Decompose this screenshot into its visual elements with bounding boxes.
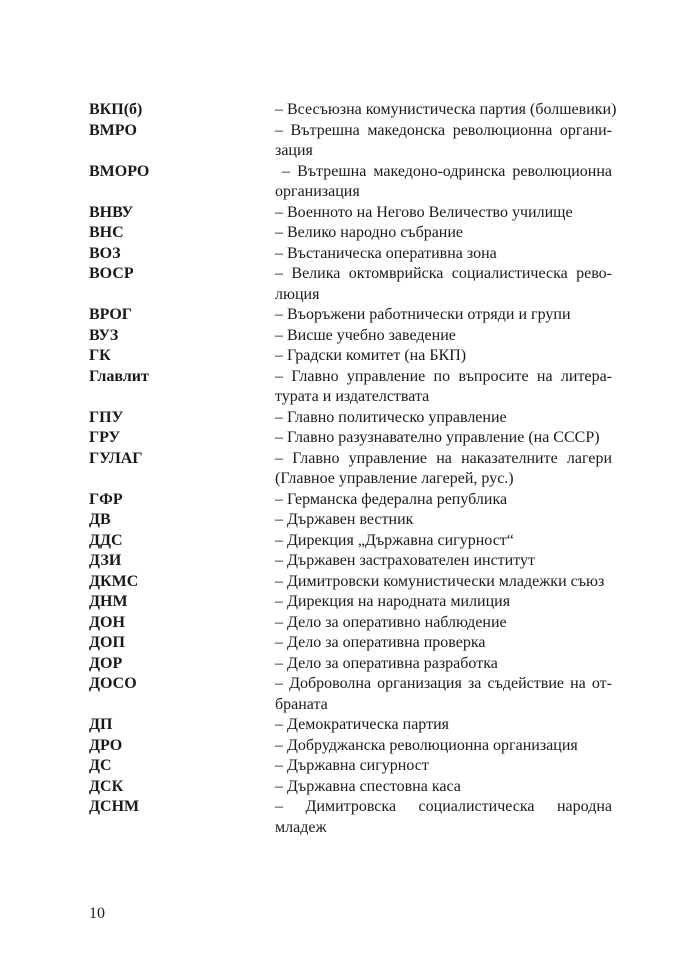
definition-line: – Велика октомврийска социалистическа рево- <box>275 265 612 282</box>
definition-line: – Дело за оперативна проверка <box>275 634 486 651</box>
abbreviation-definition <box>275 715 612 736</box>
abbreviation-entry <box>89 531 619 552</box>
abbreviation-definition <box>275 408 612 429</box>
definition-line: младеж <box>275 818 327 836</box>
definition-line: – Вътрешна македоно-одринска революционна <box>275 162 612 180</box>
abbreviation-entry <box>89 674 619 715</box>
abbreviation-term: ДДС <box>89 531 123 549</box>
abbreviation-term: ДОН <box>89 613 125 631</box>
abbreviation-entry <box>89 490 619 511</box>
definition-line: – Военното на Негово Величество училище <box>275 203 573 221</box>
definition-line: – Държавен застрахователен институт <box>275 552 535 569</box>
abbreviation-entry <box>89 633 619 654</box>
abbreviation-entry <box>89 408 619 429</box>
abbreviation-term: ДОСО <box>89 675 137 692</box>
definition-line: зация <box>275 142 313 159</box>
abbreviation-term: ДКМС <box>89 572 139 590</box>
definition-line: – Дирекция на народната милиция <box>275 593 511 610</box>
abbreviation-definition <box>275 203 612 224</box>
definition-line: – Велико народно събрание <box>275 224 464 241</box>
abbreviation-definition <box>275 531 612 552</box>
abbreviation-term: ВНС <box>89 224 124 241</box>
abbreviation-entry <box>89 305 619 326</box>
definition-line: – Въстаническа оперативна зона <box>275 244 497 262</box>
abbreviation-entry <box>89 100 619 121</box>
abbreviation-entry <box>89 367 619 408</box>
abbreviation-definition <box>275 326 612 347</box>
abbreviation-definition <box>275 613 612 634</box>
abbreviation-entry <box>89 223 619 244</box>
definition-line: – Държавна спестовна каса <box>275 777 461 795</box>
abbreviation-entry <box>89 510 619 531</box>
abbreviation-definition <box>275 736 612 757</box>
abbreviation-term: ВМОРО <box>89 162 150 180</box>
definition-line: – Добруджанска революционна организация <box>275 736 578 754</box>
abbreviation-entry <box>89 613 619 634</box>
definition-line: турата и издателствата <box>275 388 430 405</box>
definition-line: – Главно управление по въпросите на литера- <box>275 367 612 385</box>
abbreviation-entry <box>89 121 619 162</box>
abbreviation-entry <box>89 756 619 777</box>
abbreviation-term: ДНМ <box>89 593 128 610</box>
definition-line: браната <box>275 695 328 713</box>
abbreviation-term: ВМРО <box>89 121 137 139</box>
abbreviation-definition <box>275 100 617 121</box>
abbreviation-term: ДСК <box>89 777 124 795</box>
abbreviation-term: ДС <box>89 757 112 774</box>
abbreviation-term: ДОР <box>89 654 123 672</box>
definition-line: (Главное управление лагерей, рус.) <box>275 470 514 487</box>
definition-line: – Държавна сигурност <box>275 757 429 774</box>
abbreviation-entry <box>89 572 619 593</box>
abbreviation-definition <box>275 490 612 511</box>
definition-line: – Дело за оперативно наблюдение <box>275 613 507 631</box>
abbreviation-entry <box>89 326 619 347</box>
abbreviation-term: ВКП(б) <box>89 101 143 118</box>
abbreviation-entry <box>89 264 619 305</box>
abbreviation-term: Главлит <box>89 367 149 385</box>
abbreviation-definition <box>275 756 612 777</box>
definition-line: – Държавен вестник <box>275 511 414 528</box>
abbreviation-term: ВНВУ <box>89 203 134 221</box>
definition-line: – Димитровски комунистически младежки съюз <box>275 572 605 590</box>
definition-line: – Дирекция „Държавна сигурност“ <box>275 531 514 549</box>
abbreviation-term: ДВ <box>89 511 111 528</box>
abbreviation-term: ВУЗ <box>89 326 119 344</box>
abbreviation-definition <box>275 264 612 305</box>
abbreviation-term: ГФР <box>89 490 123 508</box>
abbreviation-term: ДЗИ <box>89 552 122 569</box>
abbreviation-term: ДСНМ <box>89 798 140 815</box>
abbreviation-entry <box>89 736 619 757</box>
abbreviation-term: ВОЗ <box>89 244 121 262</box>
abbreviation-term: ДП <box>89 716 113 733</box>
abbreviation-definition <box>275 244 612 265</box>
abbreviation-definition <box>275 633 612 654</box>
abbreviation-entry <box>89 428 619 449</box>
abbreviation-definition <box>275 510 612 531</box>
abbreviation-entry <box>89 551 619 572</box>
abbreviation-term: ГРУ <box>89 429 121 446</box>
abbreviation-definition <box>275 592 612 613</box>
definition-line: – Дело за оперативна разработка <box>275 654 498 672</box>
abbreviation-term: ГУЛАГ <box>89 449 143 467</box>
abbreviation-term: ДРО <box>89 736 123 754</box>
abbreviation-definition <box>275 305 612 326</box>
definition-line: организация <box>275 183 360 200</box>
definition-line: люция <box>275 285 320 303</box>
abbreviation-term: ДОП <box>89 634 125 651</box>
abbreviation-list <box>89 100 619 838</box>
abbreviation-entry <box>89 715 619 736</box>
definition-line: – Въоръжени работнически отряди и групи <box>275 306 571 323</box>
page-number: 10 <box>89 905 105 922</box>
abbreviation-term: ГПУ <box>89 408 124 426</box>
abbreviation-entry <box>89 797 619 838</box>
definition-line: – Главно разузнавателно управление (на СССР) <box>275 429 600 446</box>
definition-line: – Вътрешна македонска революционна органи- <box>275 121 612 139</box>
definition-line: – Всесъюзна комунистическа партия (болшевики) <box>275 101 617 118</box>
abbreviation-definition <box>275 121 612 162</box>
abbreviation-definition <box>275 428 612 449</box>
definition-line: – Градски комитет (на БКП) <box>275 347 467 364</box>
abbreviation-definition <box>275 551 612 572</box>
definition-line: – Димитровска социалистическа народна <box>275 798 612 815</box>
abbreviation-entry <box>89 777 619 798</box>
abbreviation-term: ВОСР <box>89 265 134 282</box>
abbreviation-entry <box>89 592 619 613</box>
definition-line: – Доброволна организация за съдействие на от- <box>275 675 612 692</box>
abbreviation-definition <box>275 223 612 244</box>
abbreviation-definition <box>275 572 612 593</box>
abbreviation-definition <box>275 449 612 490</box>
definition-line: – Главно управление на наказателните лагери <box>275 449 612 467</box>
definition-line: – Главно политическо управление <box>275 408 507 426</box>
abbreviation-entry <box>89 449 619 490</box>
abbreviation-definition <box>275 346 612 367</box>
abbreviation-entry <box>89 346 619 367</box>
abbreviation-definition <box>275 367 612 408</box>
abbreviation-entry <box>89 203 619 224</box>
abbreviation-definition <box>275 162 612 203</box>
abbreviation-entry <box>89 654 619 675</box>
abbreviation-entry <box>89 162 619 203</box>
abbreviation-entry <box>89 244 619 265</box>
definition-line: – Висше учебно заведение <box>275 326 456 344</box>
abbreviation-definition <box>275 797 612 838</box>
definition-line: – Германска федерална република <box>275 490 508 508</box>
abbreviation-definition <box>275 674 612 715</box>
abbreviation-definition <box>275 777 612 798</box>
abbreviation-definition <box>275 654 612 675</box>
abbreviation-term: ВРОГ <box>89 306 132 323</box>
definition-line: – Демократическа партия <box>275 716 449 733</box>
abbreviation-term: ГК <box>89 347 111 364</box>
